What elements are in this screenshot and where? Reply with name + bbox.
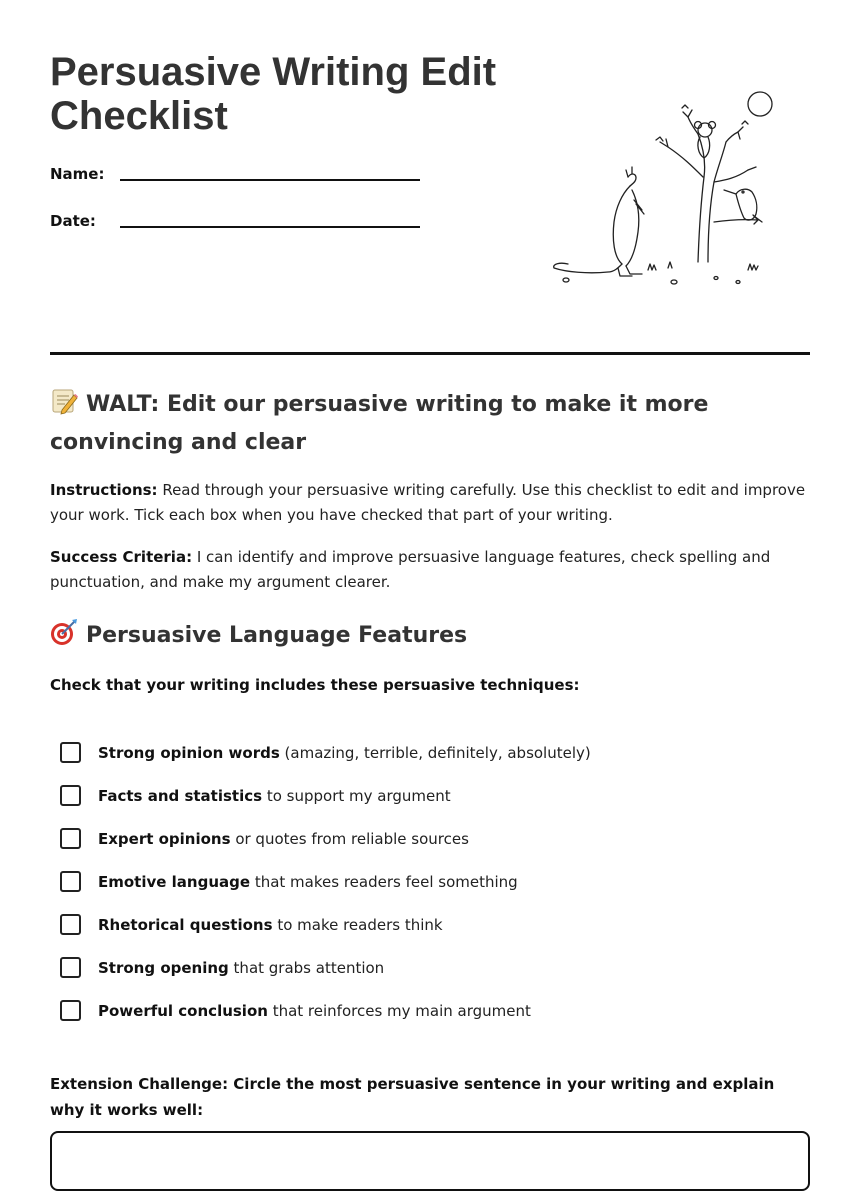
checklist-item-bold: Strong opinion words [98, 744, 280, 762]
checklist-item [60, 825, 800, 868]
sun-icon [748, 92, 772, 116]
section-heading-text: Persuasive Language Features [86, 623, 468, 648]
extension-challenge: Extension Challenge: Circle the most persuasive sentence in your writing and explain why it works well: [50, 1075, 775, 1119]
checklist [60, 739, 800, 1040]
instructions-label: Instructions: [50, 481, 158, 499]
checklist-item-bold: Expert opinions [98, 830, 231, 848]
memo-pencil-icon [50, 387, 78, 415]
walt-heading-text: WALT: Edit our persuasive writing to make it more convincing and clear [50, 392, 709, 455]
checklist-item-text [98, 957, 384, 979]
checklist-item-bold: Rhetorical questions [98, 916, 273, 934]
instructions-paragraph [50, 478, 810, 528]
checklist-item-rest: that makes readers feel something [250, 873, 518, 891]
checklist-item [60, 868, 800, 911]
kangaroo-icon [554, 167, 644, 276]
name-field [50, 165, 430, 195]
checklist-item-rest: that reinforces my main argument [267, 1002, 531, 1020]
extension-answer-box[interactable] [50, 1131, 810, 1191]
checklist-item-bold: Facts and statistics [98, 787, 263, 805]
checklist-item-rest: to make readers think [272, 916, 443, 934]
checklist-prompt: Check that your writing includes these persuasive techniques: [50, 676, 580, 694]
checklist-item-rest: that grabs attention [228, 959, 385, 977]
checklist-item-text [98, 828, 469, 850]
checklist-item-text [98, 914, 443, 936]
success-criteria-paragraph [50, 545, 810, 595]
checkbox[interactable] [60, 1000, 81, 1021]
kookaburra-icon [724, 189, 762, 222]
checklist-item-rest: (amazing, terrible, definitely, absolutely) [279, 744, 591, 762]
checklist-item [60, 954, 800, 997]
checklist-item [60, 911, 800, 954]
checkbox[interactable] [60, 785, 81, 806]
date-label: Date: [50, 212, 96, 230]
worksheet-page [50, 0, 810, 1119]
section-heading [50, 618, 467, 654]
date-write-line[interactable] [120, 226, 420, 228]
checklist-item-bold: Emotive language [98, 873, 251, 891]
checklist-item-text [98, 742, 591, 764]
checkbox[interactable] [60, 914, 81, 935]
checklist-item-text [98, 785, 451, 807]
checklist-item [60, 782, 800, 825]
instructions-text: Read through your persuasive writing carefully. Use this checklist to edit and improve your work. Tick each box when you have checked that part of your writing. [50, 481, 806, 524]
tree-icon [656, 105, 758, 262]
checklist-item [60, 739, 800, 782]
name-write-line[interactable] [120, 179, 420, 181]
koala-icon [695, 122, 716, 159]
success-criteria-text: I can identify and improve persuasive language features, check spelling and punctuation, and make my argument clearer. [50, 548, 771, 591]
name-label: Name: [50, 165, 105, 183]
checklist-item-bold: Strong opening [98, 959, 229, 977]
checklist-item-text [98, 871, 518, 893]
checklist-item-bold: Powerful conclusion [98, 1002, 268, 1020]
australian-animals-illustration [548, 82, 780, 297]
checklist-item-rest: to support my argument [262, 787, 451, 805]
walt-heading [50, 386, 810, 462]
checkbox[interactable] [60, 742, 81, 763]
checklist-item-text [98, 1000, 531, 1022]
checklist-item-rest: or quotes from reliable sources [230, 830, 469, 848]
date-field [50, 212, 430, 242]
worksheet-header [50, 0, 810, 355]
success-criteria-label: Success Criteria: [50, 548, 193, 566]
page-title: Persuasive Writing Edit Checklist [50, 50, 497, 138]
target-dart-icon [50, 618, 78, 646]
checkbox[interactable] [60, 957, 81, 978]
checkbox[interactable] [60, 828, 81, 849]
checklist-item [60, 997, 800, 1040]
checkbox[interactable] [60, 871, 81, 892]
